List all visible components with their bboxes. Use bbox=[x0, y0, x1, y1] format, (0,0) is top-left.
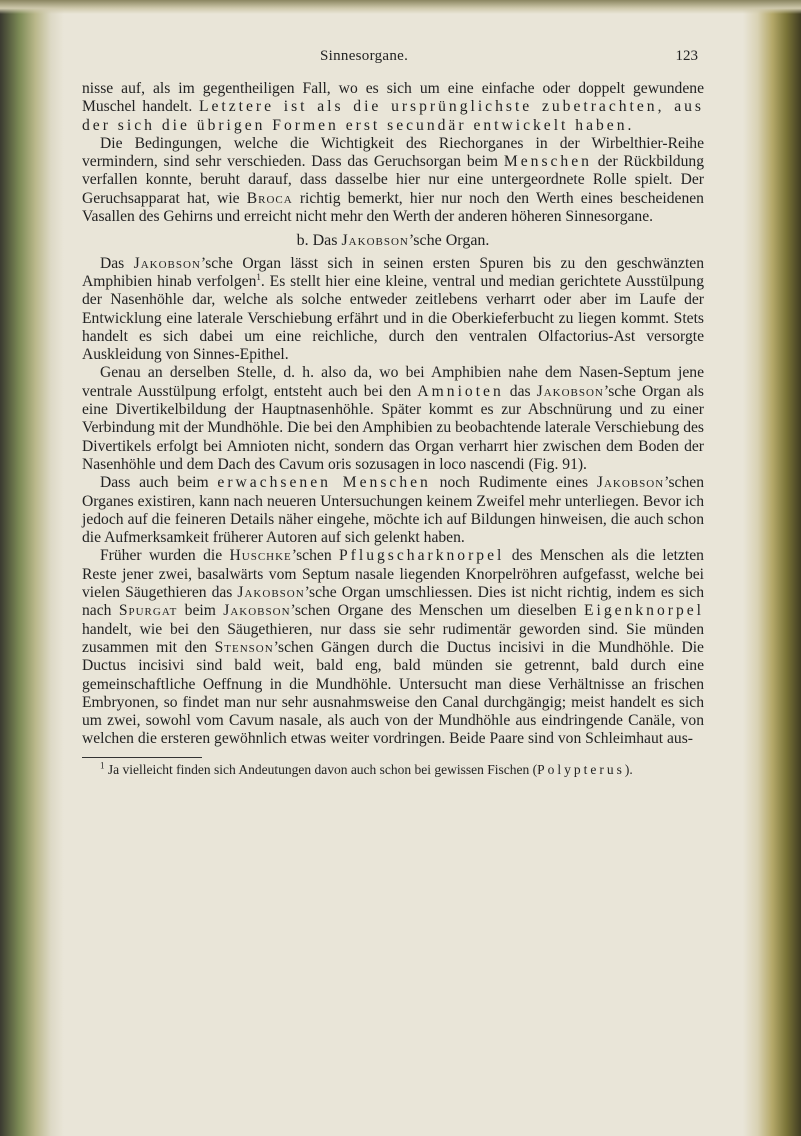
text-run: Eigenknorpel bbox=[583, 602, 704, 620]
text-run: Stenson bbox=[214, 638, 274, 656]
text-run: richtig bemerkt, hier nur noch den Werth eines bescheidenen Vasallen des Gehirns und erreicht nicht mehr den Werth der anderen höheren Sinnesorgane. bbox=[82, 189, 704, 226]
text-run: ’sche Organ als eine Divertikelbildung der Hauptnasenhöhle. Später kommt es zur Abschnürung und zu einer Verbindung mit der Mundhöhle. Die bei den Amphibien zu beobachtende laterale Verschiebung des Divertikels erfolgt bei Amnioten nicht, sondern das Organ verharrt hier zwischen dem Boden der Nasenhöhle und dem Dach des Cavum oris sozusagen in loco nascendi (Fig. 91). bbox=[82, 382, 704, 473]
left-page-edge bbox=[0, 0, 64, 1136]
text-run: Die Bedingungen, welche die Wichtigkeit des Riechorganes in der Wirbelthier-Reihe vermindern, sind sehr verschieden. Dass das Geruchsorgan beim bbox=[82, 134, 704, 171]
text-run: erwachsenen Menschen bbox=[217, 474, 431, 492]
text-run: Früher wurden die bbox=[100, 547, 230, 565]
paragraph-group-1 bbox=[82, 80, 704, 226]
text-run: Jakobson bbox=[223, 602, 291, 620]
top-page-edge bbox=[0, 0, 801, 14]
text-run: ’schen Organe des Menschen um dieselben bbox=[290, 602, 584, 620]
paragraph bbox=[82, 255, 704, 365]
footnote-genus: Polypterus bbox=[537, 761, 625, 777]
paragraph bbox=[82, 474, 704, 547]
text-run: Pflugscharknorpel bbox=[339, 547, 505, 565]
text-run: beim bbox=[177, 602, 224, 620]
section-heading-suffix: ’sche Organ. bbox=[408, 232, 490, 250]
paragraph bbox=[82, 364, 704, 474]
text-run: . Es stellt hier eine kleine, ventral und median gerichtete Ausstülpung der Nasenhöhle dar, welche als solche entweder zeitlebens verharrt oder aber im Laufe der Entwicklung eine laterale Verschiebung erfährt und in die Oberkieferbucht zu liegen kommt. Stets handelt es sich dabei um eine reichliche, durch den ventralen Olfactorius-Ast versorgte Auskleidung von Sinnes-Epithel. bbox=[82, 272, 704, 364]
text-run: noch Rudimente eines bbox=[430, 474, 597, 492]
text-run: Jakobson bbox=[237, 584, 305, 602]
footnote-end: ). bbox=[624, 761, 633, 777]
page-number: 123 bbox=[675, 48, 698, 64]
text-run: Huschke bbox=[229, 547, 292, 565]
text-run: Jakobson bbox=[133, 254, 201, 272]
section-heading-name: Jakobson bbox=[341, 232, 409, 250]
paragraph bbox=[82, 80, 704, 135]
text-run: Amnioten bbox=[417, 382, 504, 400]
text-run: Dass auch beim bbox=[100, 474, 218, 492]
text-run: der Rückbildung verfallen konnte, beruht darauf, dass dasselbe hier nur eine untergeordnete Rolle spielt. Der Geruchsapparat hat, wie bbox=[82, 153, 704, 207]
text-run: ’sche Organ umschliessen. Dies ist nicht richtig, indem es sich nach bbox=[82, 584, 704, 620]
text-run: ’schen bbox=[291, 547, 339, 565]
page-body bbox=[82, 80, 704, 777]
text-run: Das bbox=[100, 254, 134, 272]
footnote-marker: 1 bbox=[100, 760, 105, 771]
text-run: Letztere ist als die ursprünglichste zubetrachten, aus der sich die übrigen Formen erst secundär entwickelt haben. bbox=[82, 98, 705, 134]
right-page-edge bbox=[743, 0, 801, 1136]
paragraph-group-2 bbox=[82, 255, 704, 749]
text-run: handelt, wie bei den Säugethieren, nur dass sie sehr rudimentär geworden sind. Sie münden zusammen mit den bbox=[82, 620, 704, 656]
footnote-rule bbox=[82, 757, 202, 758]
text-run: des Menschen als die letzten Reste jener zwei, basalwärts vom Septum nasale liegenden Knorpelröhren aufgefasst, welche bei vielen Säugethieren das bbox=[82, 547, 704, 602]
text-run: Jakobson bbox=[596, 474, 665, 492]
text-run: nisse auf, als im gegentheiligen Fall, wo es sich um eine einfache oder doppelt gewundene Muschel handelt. bbox=[82, 80, 704, 116]
section-heading bbox=[82, 232, 704, 250]
running-head-title: Sinnesorgane. bbox=[320, 48, 409, 64]
footnote-text: Ja vielleicht finden sich Andeutungen davon auch schon bei gewissen Fischen ( bbox=[104, 761, 538, 777]
footnote-ref: 1 bbox=[256, 271, 261, 282]
paragraph bbox=[82, 135, 704, 226]
section-heading-prefix: b. Das bbox=[296, 232, 342, 250]
text-run: ’schen Organes existiren, kann nach neueren Untersuchungen keinem Zweifel mehr unterliegen. Bevor ich jedoch auf die feineren Details näher eingehe, möchte ich auf Bildungen hinweisen, die auch schon die Aufmerksamkeit früherer Autoren auf sich gelenkt haben. bbox=[82, 474, 704, 547]
paragraph bbox=[82, 547, 704, 748]
text-run: Jakobson bbox=[536, 382, 604, 400]
text-run: das bbox=[503, 382, 537, 400]
text-run: Genau an derselben Stelle, d. h. also da, wo bei Amphibien nahe dem Nasen-Septum jene ventrale Ausstülpung erfolgt, entsteht auch bei den bbox=[82, 364, 704, 400]
running-head bbox=[82, 48, 704, 68]
text-run: ’schen Gängen durch die Ductus incisivi in die Mundhöhle. Die Ductus incisivi sind bald weit, bald eng, bald münden sie getrennt, bald durch eine gemeinschaftliche Oeffnung in die Mundhöhle. Untersucht man diese Verhältnisse an frischen Embryonen, so findet man nur sehr ausnahmsweise den Canal durchgängig; meist handelt es sich um zwei, sowohl vom Cavum nasale, als auch von der Mundhöhle aus eindringende Canäle, von welchen die ersteren gewöhnlich etwas weiter vordringen. Beide Paare sind von Schleimhaut aus- bbox=[82, 638, 704, 748]
text-run: ’sche Organ lässt sich in seinen ersten Spuren bis zu den geschwänzten Amphibien hinab verfolgen bbox=[82, 254, 704, 290]
footnote bbox=[82, 762, 704, 777]
text-run: Broca bbox=[246, 189, 293, 207]
text-run: Spurgat bbox=[118, 602, 178, 620]
text-run: Menschen bbox=[503, 153, 592, 171]
